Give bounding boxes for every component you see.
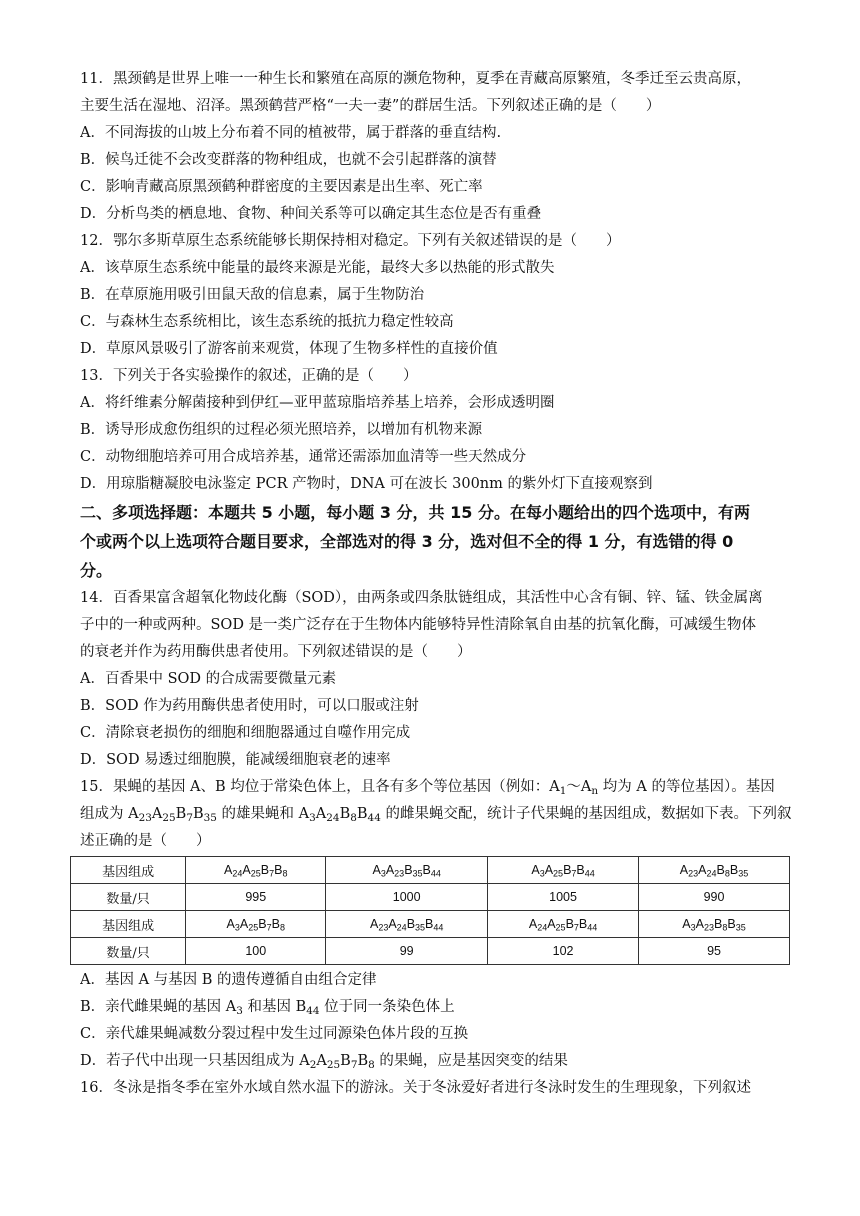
row-label-count: 数量/只 [71, 884, 186, 911]
section-2-heading [80, 498, 792, 585]
question-stem-line: 11．黑颈鹤是世界上唯一一种生长和繁殖在高原的濒危物种，夏季在青藏高原繁殖，冬季迁至云贵高原， [80, 71, 751, 87]
option-a: A．该草原生态系统中能量的最终来源是光能，最终大多以热能的形式散失 [80, 260, 555, 276]
option-d: D．草原风景吸引了游客前来观赏，体现了生物多样性的直接价值 [80, 341, 498, 357]
table-row [71, 884, 790, 911]
option-d: D．用琼脂糖凝胶电泳鉴定 PCR 产物时，DNA 可在波长 300nm 的紫外灯下直接观察到 [80, 476, 653, 492]
option-c: C．动物细胞培养可用合成培养基，通常还需添加血清等一些天然成分 [80, 449, 527, 465]
count-cell: 102 [488, 938, 639, 965]
option-a: A．不同海拔的山坡上分布着不同的植被带，属于群落的垂直结构. [80, 125, 502, 141]
genotype-cell: $A_3A_{25}B_7B_{44}$ [488, 857, 639, 884]
question-stem-line: 13．下列关于各实验操作的叙述，正确的是（ ） [80, 368, 418, 384]
option-d: D．SOD 易透过细胞膜，能减缓细胞衰老的速率 [80, 752, 391, 768]
question-stem-line: 12．鄂尔多斯草原生态系统能够长期保持相对稳定。下列有关叙述错误的是（ ） [80, 233, 621, 249]
question-13 [80, 363, 792, 498]
count-cell: 100 [186, 938, 326, 965]
question-11 [80, 66, 792, 228]
count-cell: 1000 [326, 884, 488, 911]
question-stem-line: 16．冬泳是指冬季在室外水域自然水温下的游泳。关于冬泳爱好者进行冬泳时发生的生理现象，下列叙述 [80, 1080, 751, 1096]
option-b: B．候鸟迁徙不会改变群落的物种组成，也就不会引起群落的演替 [80, 152, 497, 168]
genotype-table [70, 856, 790, 965]
row-label-genotype: 基因组成 [71, 857, 186, 884]
row-label-genotype: 基因组成 [71, 911, 186, 938]
option-c: C．影响青藏高原黑颈鹤种群密度的主要因素是出生率、死亡率 [80, 179, 483, 195]
question-stem-line: 述正确的是（ ） [80, 833, 211, 849]
section-heading-line: 分。 [80, 561, 113, 580]
count-cell: 95 [639, 938, 790, 965]
option-c: C．与森林生态系统相比，该生态系统的抵抗力稳定性较高 [80, 314, 454, 330]
genotype-cell: $A_{24}A_{25}B_7B_8$ [186, 857, 326, 884]
option-b: B．亲代雌果蝇的基因 $A_3$ 和基因 $B_{44}$ 位于同一条染色体上 [80, 999, 455, 1017]
count-cell: 990 [639, 884, 790, 911]
question-12 [80, 228, 792, 363]
count-cell: 99 [326, 938, 488, 965]
option-b: B．诱导形成愈伤组织的过程必须光照培养，以增加有机物来源 [80, 422, 483, 438]
question-stem-line: 子中的一种或两种。SOD 是一类广泛存在于生物体内能够特异性清除氧自由基的抗氧化酶，可减缓生物体 [80, 617, 757, 633]
genotype-cell: $A_{24}A_{25}B_7B_{44}$ [488, 911, 639, 938]
question-stem-line: 15．果蝇的基因 A、B 均位于常染色体上，且各有多个等位基因（例如：$A_1\sim A_n$ 均为 A 的等位基因）。基因 [80, 779, 775, 797]
genotype-cell: $A_{23}A_{24}B_8B_{35}$ [639, 857, 790, 884]
option-a: A．百香果中 SOD 的合成需要微量元素 [80, 671, 337, 687]
question-stem-line: 14．百香果富含超氧化物歧化酶（SOD），由两条或四条肽链组成，其活性中心含有铜、锌、锰、铁金属离 [80, 590, 763, 606]
count-cell: 995 [186, 884, 326, 911]
question-stem-line: 组成为 $A_{23}A_{25}B_7B_{35}$ 的雄果蝇和 $A_3A_{24}B_8B_{44}$ 的雌果蝇交配，统计子代果蝇的基因组成，数据如下表。下列叙 [80, 806, 792, 824]
table-row [71, 938, 790, 965]
option-b: B．在草原施用吸引田鼠天敌的信息素，属于生物防治 [80, 287, 425, 303]
option-c: C．清除衰老损伤的细胞和细胞器通过自噬作用完成 [80, 725, 411, 741]
genotype-cell: $A_3A_{25}B_7B_8$ [186, 911, 326, 938]
option-c: C．亲代雄果蝇减数分裂过程中发生过同源染色体片段的互换 [80, 1026, 469, 1042]
exam-page [80, 66, 792, 1102]
count-cell: 1005 [488, 884, 639, 911]
option-a: A．基因 A 与基因 B 的遗传遵循自由组合定律 [80, 972, 377, 988]
question-14 [80, 585, 792, 774]
question-15 [80, 774, 792, 1075]
row-label-count: 数量/只 [71, 938, 186, 965]
genotype-cell: $A_3A_{23}B_8B_{35}$ [639, 911, 790, 938]
question-16 [80, 1075, 792, 1102]
question-stem-line: 的衰老并作为药用酶供患者使用。下列叙述错误的是（ ） [80, 644, 472, 660]
section-heading-line: 个或两个以上选项符合题目要求，全部选对的得 3 分，选对但不全的得 1 分，有选错的得 0 [80, 532, 734, 551]
genotype-cell: $A_{23}A_{24}B_{35}B_{44}$ [326, 911, 488, 938]
option-a: A．将纤维素分解菌接种到伊红—亚甲蓝琼脂培养基上培养，会形成透明圈 [80, 395, 555, 411]
question-stem-line: 主要生活在湿地、沼泽。黑颈鹤营严格“一夫一妻”的群居生活。下列叙述正确的是（ ） [80, 98, 661, 114]
option-b: B．SOD 作为药用酶供患者使用时，可以口服或注射 [80, 698, 419, 714]
table-row [71, 857, 790, 884]
option-d: D．分析鸟类的栖息地、食物、种间关系等可以确定其生态位是否有重叠 [80, 206, 542, 222]
section-heading-line: 二、多项选择题：本题共 5 小题，每小题 3 分，共 15 分。在每小题给出的四个选项中，有两 [80, 503, 750, 522]
option-d: D．若子代中出现一只基因组成为 $A_2A_{25}B_7B_8$ 的果蝇，应是基因突变的结果 [80, 1053, 568, 1071]
table-row [71, 911, 790, 938]
genotype-cell: $A_3A_{23}B_{35}B_{44}$ [326, 857, 488, 884]
